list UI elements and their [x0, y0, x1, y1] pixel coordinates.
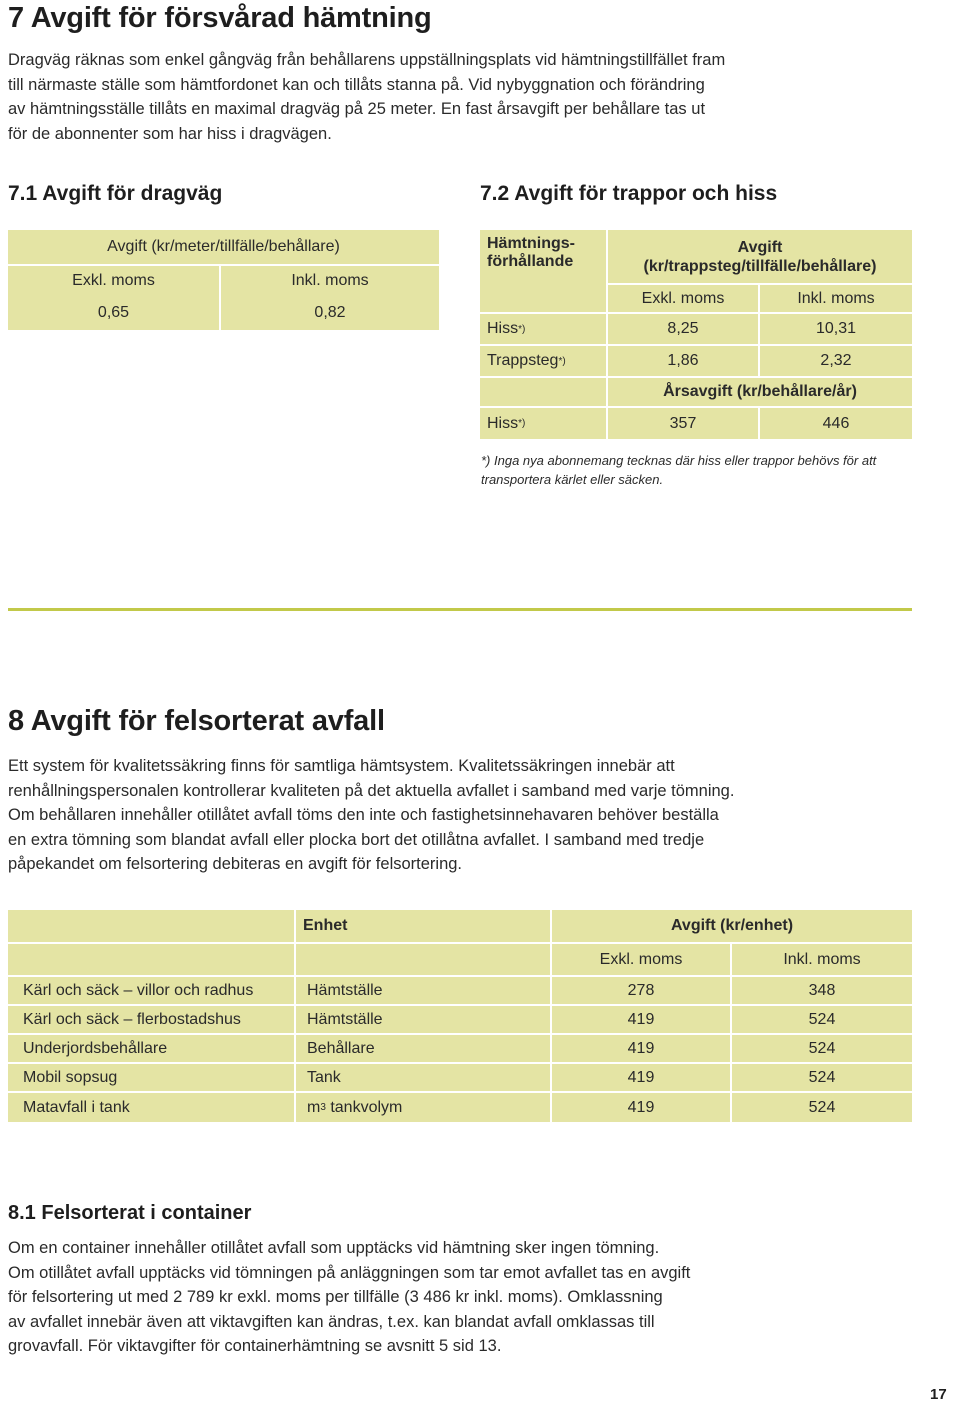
- table-row-name: Kärl och säck – flerbostadshus: [8, 1006, 294, 1033]
- missorted-header-blank: [8, 910, 294, 942]
- missorted-col-exkl: Exkl. moms: [552, 944, 730, 975]
- section-divider: [8, 608, 912, 611]
- table-row-exkl: 278: [552, 977, 730, 1004]
- table-row-inkl: 524: [732, 1093, 912, 1122]
- stairs-annual-lift-label: Hiss *): [480, 408, 606, 439]
- table-row-exkl: 419: [552, 1006, 730, 1033]
- stairs-annual-header: Årsavgift (kr/behållare/år): [608, 378, 912, 406]
- table-row-inkl: 524: [732, 1035, 912, 1062]
- stairs-footnote: *) Inga nya abonnemang tecknas där hiss eller trappor behövs för att transportera kärlet eller säcken.: [481, 453, 877, 487]
- section-7-1-title: 7.1 Avgift för dragväg: [8, 182, 223, 205]
- table-row-name: Matavfall i tank: [8, 1093, 294, 1122]
- section-8-1-title: 8.1 Felsorterat i container: [8, 1202, 252, 1224]
- stairs-row-lift-exkl: 8,25: [608, 314, 758, 344]
- table-row-unit: Hämtställe: [296, 1006, 550, 1033]
- dragvag-col-inkl: Inkl. moms: [221, 266, 439, 296]
- table-row-inkl: 524: [732, 1006, 912, 1033]
- dragvag-col-exkl: Exkl. moms: [8, 266, 219, 296]
- missorted-subheader-blank-2: [296, 944, 550, 975]
- stairs-row-lift-label: Hiss *): [480, 314, 606, 344]
- section-8-1-text: Om en container innehåller otillåtet avfall som upptäcks vid hämtning sker ingen tömning. Om otillåtet avfall upptäcks vid tömningen på anläggningen som tar emot avfallet tas en avgift för felsortering ut med 2 789 kr exkl. moms per tillfälle (3 486 kr inkl. moms). Omklassning av avfallet innebär även att viktavgiften kan ändras, t.ex. kan blandat avfall omklassas till grovavfall. För viktavgifter för containerhämtning se avsnitt 5 sid 13.: [8, 1239, 691, 1355]
- missorted-col-fee: Avgift (kr/enhet): [552, 910, 912, 942]
- stairs-row-lift-inkl: 10,31: [760, 314, 912, 344]
- missorted-col-unit: Enhet: [296, 910, 550, 942]
- stairs-row-step-exkl: 1,86: [608, 346, 758, 376]
- table-row-name: Underjordsbehållare: [8, 1035, 294, 1062]
- missorted-col-inkl: Inkl. moms: [732, 944, 912, 975]
- table-row-inkl: 524: [732, 1064, 912, 1091]
- table-row-name: Mobil sopsug: [8, 1064, 294, 1091]
- section-8-text: Ett system för kvalitetssäkring finns för samtliga hämtsystem. Kvalitetssäkringen innebär att renhållningspersonalen kontrollerar kvaliteten på det aktuella avfallet i samband med varje tömning. Om behållaren innehåller otillåtet avfall töms den inte och fastighetsinnehavaren behöver beställa en extra tömning som blandat avfall eller plocka bort det otillåtna avfallet. I samband med tredje påpekandet om felsortering debiteras en avgift för felsortering.: [8, 757, 735, 873]
- section-7-title: 7 Avgift för försvårad hämtning: [8, 2, 432, 34]
- missorted-subheader-blank-1: [8, 944, 294, 975]
- stairs-row-step-inkl: 2,32: [760, 346, 912, 376]
- table-row-inkl: 348: [732, 977, 912, 1004]
- stairs-col-exkl: Exkl. moms: [608, 285, 758, 312]
- stairs-col-condition-header: Hämtnings- förhållande: [480, 230, 606, 312]
- section-7-intro: Dragväg räknas som enkel gångväg från behållarens uppställningsplats vid hämtningstillfället fram till närmaste ställe som hämtfordonet kan och tillåts stanna på. Vid nybyggnation och förändring av hämtningsställe tillåts en maximal dragväg på 25 meter. En fast årsavgift per behållare tas ut för de abonnenter som har hiss i dragvägen.: [8, 51, 726, 143]
- section-8-title: 8 Avgift för felsorterat avfall: [8, 705, 385, 737]
- stairs-annual-lift-exkl: 357: [608, 408, 758, 439]
- table-row-exkl: 419: [552, 1035, 730, 1062]
- dragvag-header: Avgift (kr/meter/tillfälle/behållare): [8, 230, 439, 264]
- table-row-unit: m 3 tankvolym: [296, 1093, 550, 1122]
- stairs-annual-blank: [480, 378, 606, 406]
- section-7-2-title: 7.2 Avgift för trappor och hiss: [480, 182, 778, 205]
- stairs-col-inkl: Inkl. moms: [760, 285, 912, 312]
- table-row-exkl: 419: [552, 1093, 730, 1122]
- page-number: 17: [930, 1386, 947, 1403]
- table-row-unit: Tank: [296, 1064, 550, 1091]
- stairs-fee-header: Avgift (kr/trappsteg/tillfälle/behållare): [608, 230, 912, 283]
- table-row-unit: Hämtställe: [296, 977, 550, 1004]
- stairs-row-step-label: Trappsteg *): [480, 346, 606, 376]
- table-row-exkl: 419: [552, 1064, 730, 1091]
- table-row-unit: Behållare: [296, 1035, 550, 1062]
- stairs-annual-lift-inkl: 446: [760, 408, 912, 439]
- dragvag-val-inkl: 0,82: [221, 296, 439, 330]
- table-row-name: Kärl och säck – villor och radhus: [8, 977, 294, 1004]
- dragvag-val-exkl: 0,65: [8, 296, 219, 330]
